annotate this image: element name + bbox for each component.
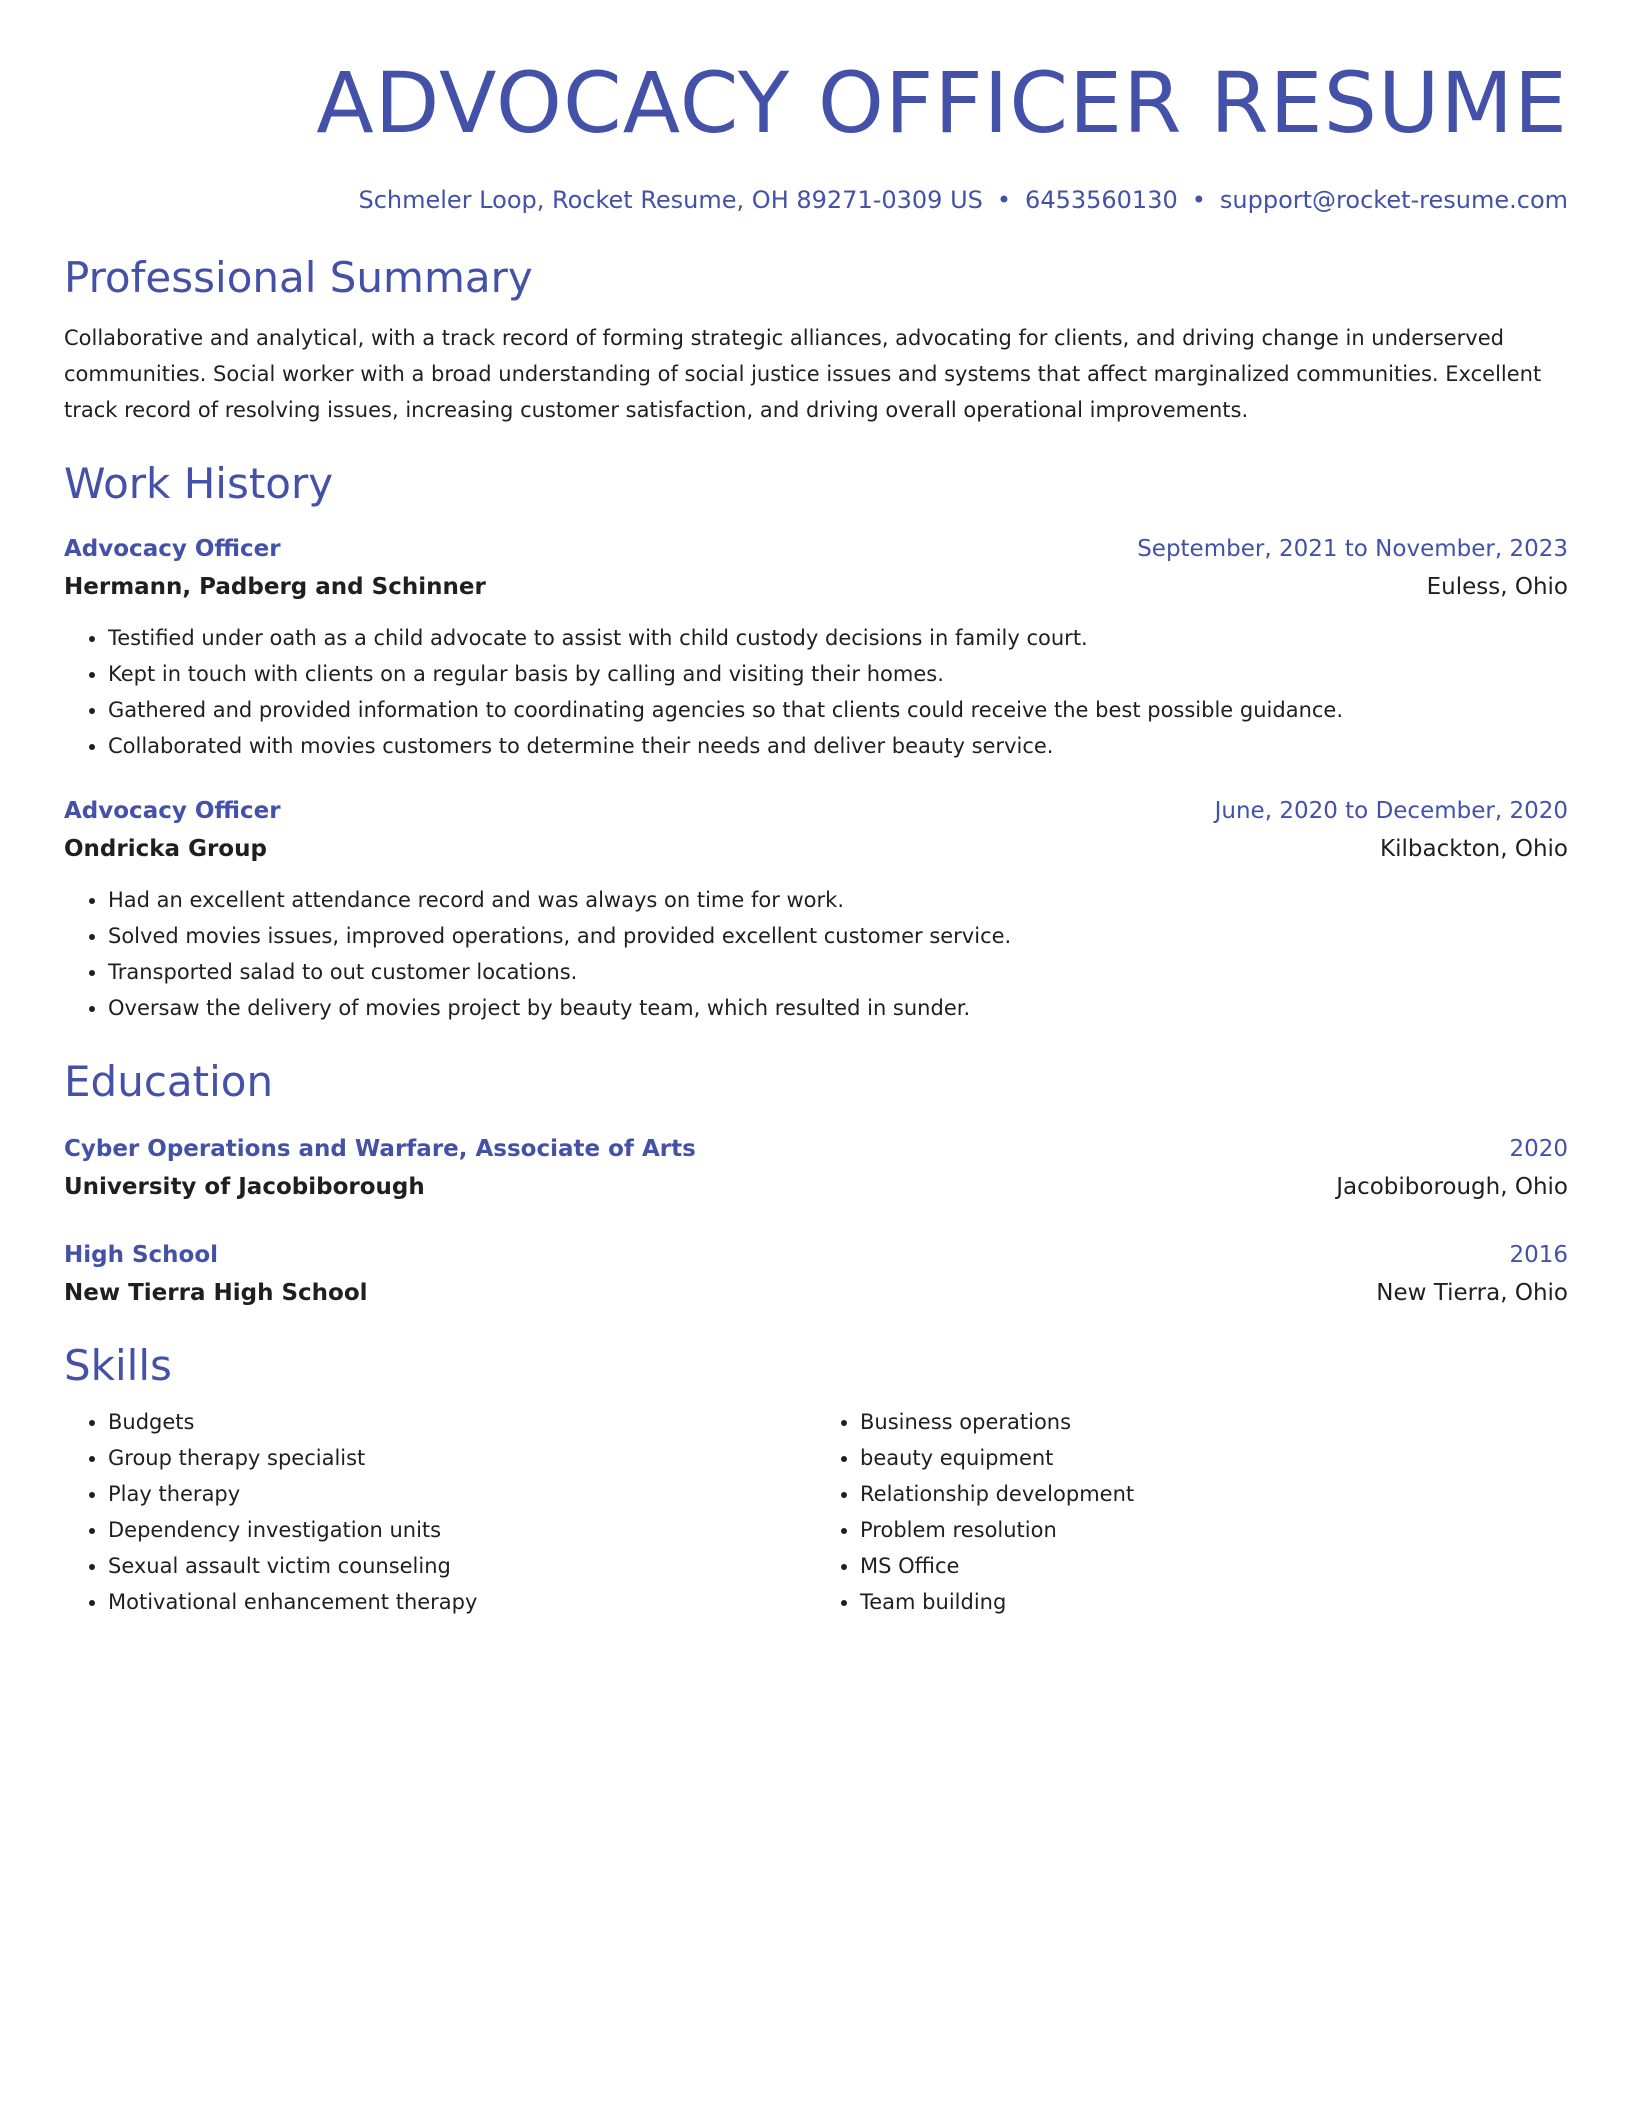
summary-section (64, 250, 1568, 428)
contact-line (64, 180, 1568, 220)
job-bullets (64, 620, 1568, 764)
degree: Cyber Operations and Warfare, Associate of Arts (64, 1136, 696, 1162)
list-item: • Transported salad to out customer locations. (108, 954, 1568, 990)
skills-list-left (64, 1404, 816, 1620)
list-item: • Relationship development (860, 1476, 1568, 1512)
skills-section (64, 1338, 1568, 1620)
resume-page (64, 48, 1568, 1620)
list-item: • Problem resolution (860, 1512, 1568, 1548)
school-location: Jacobiborough, Ohio (1336, 1174, 1568, 1200)
job-title: Advocacy Officer (64, 536, 281, 562)
section-title: Skills (64, 1341, 172, 1390)
list-item: • Budgets (108, 1404, 816, 1440)
separator: • (1191, 186, 1206, 214)
list-item: • beauty equipment (860, 1440, 1568, 1476)
job-title: Advocacy Officer (64, 798, 281, 824)
school: New Tierra High School (64, 1280, 368, 1306)
list-item: • Business operations (860, 1404, 1568, 1440)
job-dates: September, 2021 to November, 2023 (1137, 536, 1568, 562)
list-item: • Gathered and provided information to coordinating agencies so that clients could receive the best possible guidance. (108, 692, 1568, 728)
skills-columns (64, 1404, 1568, 1620)
list-item: • Group therapy specialist (108, 1440, 816, 1476)
list-item: • MS Office (860, 1548, 1568, 1584)
list-item: • Kept in touch with clients on a regular basis by calling and visiting their homes. (108, 656, 1568, 692)
list-item: • Motivational enhancement therapy (108, 1584, 816, 1620)
graduation-year: 2020 (1509, 1136, 1568, 1162)
skills-list-right (816, 1404, 1568, 1620)
section-title: Professional Summary (64, 253, 533, 302)
education-section (64, 1054, 1568, 1312)
section-title: Education (64, 1057, 274, 1106)
job-bullets (64, 882, 1568, 1026)
job-dates: June, 2020 to December, 2020 (1214, 798, 1568, 824)
list-item: • Play therapy (108, 1476, 816, 1512)
job-entry (64, 530, 1568, 764)
employer: Hermann, Padberg and Schinner (64, 574, 486, 600)
degree: High School (64, 1242, 219, 1268)
school: University of Jacobiborough (64, 1174, 425, 1200)
summary-text: Collaborative and analytical, with a track record of forming strategic alliances, advocating for clients, and driving change in underserved communities. Social worker with a broad understanding of social justice issues and systems that affect marginalized communities. Excellent track record of resolving issues, increasing customer satisfaction, and driving overall operational improvements. (64, 326, 1542, 422)
graduation-year: 2016 (1509, 1242, 1568, 1268)
job-location: Euless, Ohio (1426, 574, 1568, 600)
email: support@rocket-resume.com (1219, 186, 1568, 214)
list-item: • Team building (860, 1584, 1568, 1620)
list-item: • Sexual assault victim counseling (108, 1548, 816, 1584)
address: Schmeler Loop, Rocket Resume, OH 89271-0309 US (358, 186, 983, 214)
list-item: • Solved movies issues, improved operations, and provided excellent customer service. (108, 918, 1568, 954)
education-entry (64, 1130, 1568, 1206)
section-title: Work History (64, 459, 334, 508)
list-item: • Oversaw the delivery of movies project by beauty team, which resulted in sunder. (108, 990, 1568, 1026)
phone: 6453560130 (1025, 186, 1178, 214)
list-item: • Had an excellent attendance record and was always on time for work. (108, 882, 1568, 918)
employer: Ondricka Group (64, 836, 267, 862)
list-item: • Dependency investigation units (108, 1512, 816, 1548)
list-item: • Testified under oath as a child advocate to assist with child custody decisions in family court. (108, 620, 1568, 656)
job-location: Kilbackton, Ohio (1380, 836, 1568, 862)
job-entry (64, 792, 1568, 1026)
list-item: • Collaborated with movies customers to determine their needs and deliver beauty service. (108, 728, 1568, 764)
resume-title: ADVOCACY OFFICER RESUME (316, 54, 1568, 152)
work-history-section (64, 456, 1568, 1026)
school-location: New Tierra, Ohio (1376, 1280, 1568, 1306)
separator: • (996, 186, 1012, 214)
education-entry (64, 1236, 1568, 1312)
